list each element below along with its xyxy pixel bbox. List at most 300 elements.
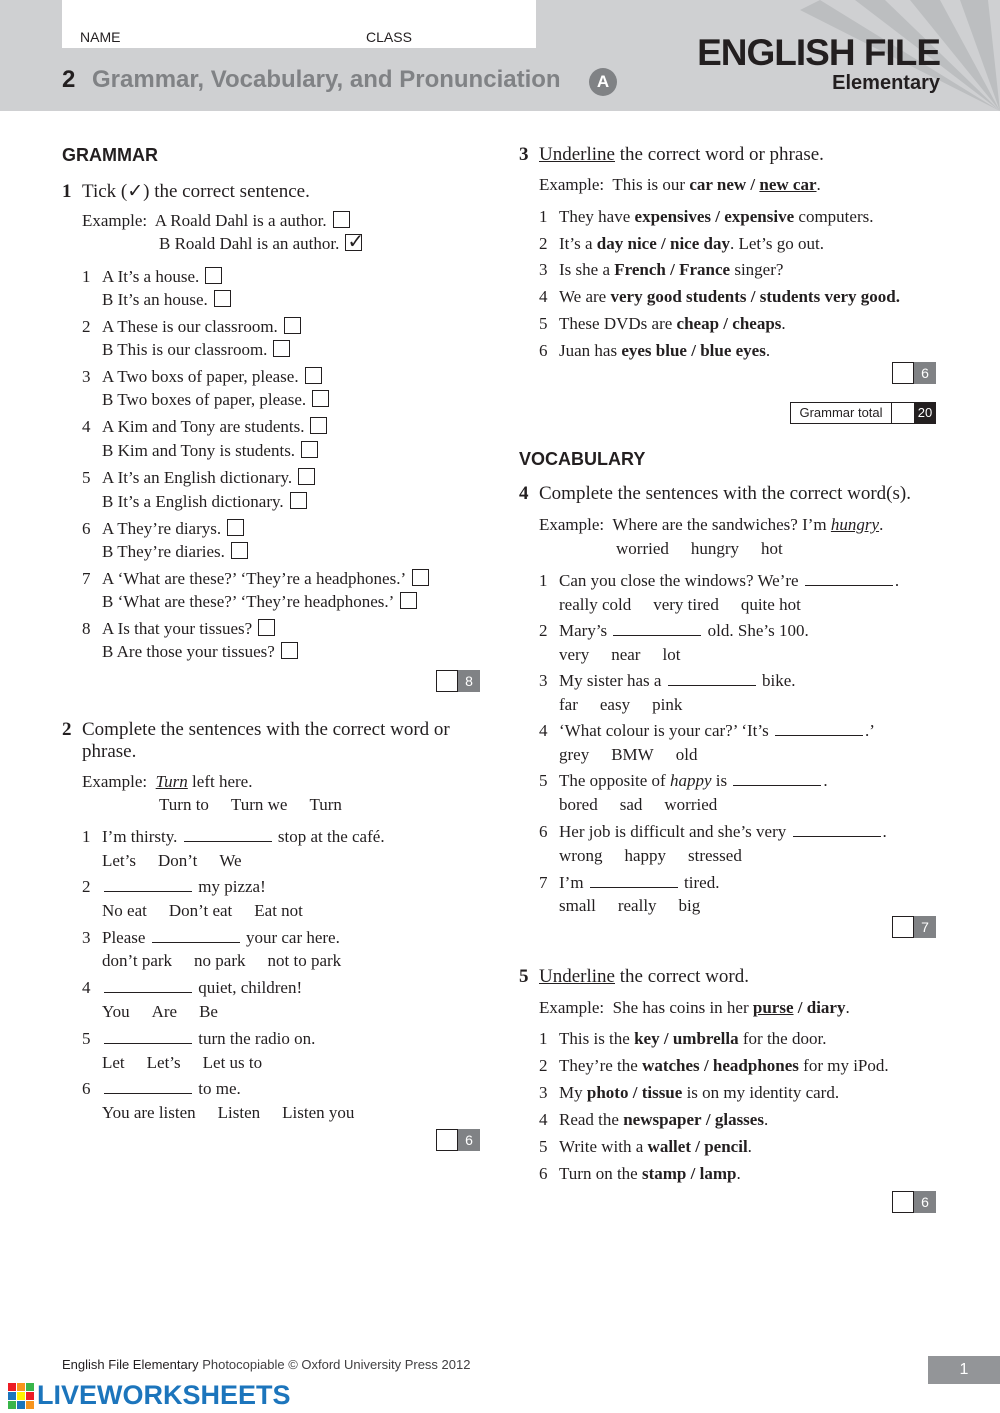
- brand-title: ENGLISH FILE: [697, 32, 940, 73]
- option: happy: [624, 846, 666, 865]
- item-number: 1: [539, 1029, 548, 1048]
- ex3-item-5: 5 These DVDs are cheap / cheaps.: [539, 314, 786, 333]
- sentence-end: .: [781, 314, 786, 333]
- ex4-number: 4: [519, 483, 529, 504]
- answer-blank[interactable]: [590, 873, 678, 888]
- option: very tired: [653, 595, 719, 614]
- option: You: [102, 1002, 130, 1021]
- option: lot: [662, 645, 681, 664]
- option-a: A It’s a house.: [102, 267, 200, 286]
- ex5-item-4: 4 Read the newspaper / glasses.: [539, 1110, 769, 1129]
- option: hot: [761, 539, 783, 558]
- ex1-item-2a: [82, 317, 301, 337]
- choice-b[interactable]: pencil: [704, 1137, 748, 1156]
- sentence-end: singer?: [734, 260, 784, 279]
- example-label: Example:: [539, 175, 605, 194]
- score-max: 6: [914, 362, 936, 384]
- ex1-item-6a: [82, 519, 244, 539]
- example-a-text: A Roald Dahl is a author.: [154, 211, 327, 230]
- sentence-end: .’: [865, 721, 875, 740]
- answer-blank[interactable]: [613, 621, 701, 636]
- ex5-instruction: [519, 966, 749, 988]
- tick-box[interactable]: [284, 317, 301, 334]
- ex4-item-6-options: [559, 846, 764, 866]
- item-number: 1: [82, 267, 91, 286]
- ex1-item-5a: [82, 468, 315, 488]
- option: easy: [599, 695, 631, 714]
- choice-b[interactable]: glasses: [714, 1110, 764, 1129]
- tick-box[interactable]: [205, 267, 222, 284]
- answer-blank[interactable]: [104, 1029, 192, 1044]
- item-number: 7: [82, 569, 91, 588]
- sentence-start: I’m thirsty.: [102, 827, 178, 846]
- score-input[interactable]: [436, 1129, 458, 1151]
- unit-title-text: Grammar, Vocabulary, and Pronunciation: [92, 66, 561, 93]
- tick-box[interactable]: [301, 441, 318, 458]
- option-b: B This is our classroom.: [102, 340, 268, 359]
- grammar-total-max: 20: [914, 402, 936, 424]
- choice-a[interactable]: photo: [586, 1083, 629, 1102]
- item-number: 1: [539, 207, 548, 226]
- ex4-item-7-options: [559, 896, 722, 916]
- option: Are: [151, 1002, 178, 1021]
- choice-a[interactable]: very good students: [610, 287, 747, 306]
- option-b: B Two boxes of paper, please.: [102, 390, 307, 409]
- item-number: 3: [82, 928, 91, 947]
- example-answer: Turn: [155, 772, 188, 791]
- option: Let’s: [102, 851, 136, 870]
- tick-box[interactable]: [281, 642, 298, 659]
- ex4-example: [539, 515, 883, 535]
- item-number: 3: [82, 367, 91, 386]
- ex3-item-6: 6 Juan has eyes blue / blue eyes.: [539, 341, 771, 360]
- example-choice-a-underlined: purse: [752, 998, 794, 1017]
- brand-block: [697, 33, 940, 93]
- sentence-end: computers.: [798, 207, 874, 226]
- item-number: 2: [539, 1056, 548, 1075]
- option: small: [559, 896, 596, 915]
- example-label: Example:: [539, 515, 605, 534]
- ex1-item-8b: [102, 642, 298, 662]
- example-text: She has coins in her: [612, 998, 749, 1017]
- ex2-item-3: [82, 928, 340, 948]
- answer-blank[interactable]: [668, 671, 756, 686]
- sentence-start: Read the: [559, 1110, 619, 1129]
- choice-b[interactable]: umbrella: [672, 1029, 739, 1048]
- choice-b[interactable]: expensive: [724, 207, 795, 226]
- tick-box[interactable]: [290, 492, 307, 509]
- sentence-end: turn the radio on.: [198, 1029, 316, 1048]
- sentence-start: We are: [559, 287, 607, 306]
- option: BMW: [611, 745, 654, 764]
- grammar-total-input[interactable]: [892, 402, 914, 424]
- example-label: Example:: [82, 211, 148, 230]
- sentence-start: These DVDs are: [559, 314, 673, 333]
- tick-box[interactable]: [412, 569, 429, 586]
- sentence-start: This is the: [559, 1029, 630, 1048]
- option-a: A Two boxs of paper, please.: [102, 367, 299, 386]
- version-badge: A: [589, 68, 617, 96]
- option: really cold: [559, 595, 632, 614]
- option: near: [611, 645, 641, 664]
- ex4-item-3: [539, 671, 796, 691]
- ex1-example-a: [82, 211, 350, 231]
- item-number: 8: [82, 619, 91, 638]
- ex4-item-1-options: [559, 595, 823, 615]
- ex4-score-box: [892, 916, 936, 938]
- ex1-item-4a: [82, 417, 327, 437]
- ex4-item-6: [539, 822, 887, 842]
- grammar-total-label: Grammar total: [790, 402, 892, 424]
- sentence-end: .: [736, 1164, 741, 1183]
- ex5-item-1: 1 This is the key / umbrella for the door.: [539, 1029, 827, 1048]
- ex2-number: 2: [62, 719, 72, 740]
- option: grey: [559, 745, 590, 764]
- ex4-item-5-options: [559, 795, 739, 815]
- sentence-end: tired.: [684, 873, 720, 892]
- ex1-score-box: [436, 670, 480, 692]
- ex2-instruction-line2: phrase.: [82, 741, 137, 762]
- item-number: 5: [82, 1029, 91, 1048]
- sentence-end: for my iPod.: [803, 1056, 889, 1075]
- italic-word: happy: [669, 771, 712, 790]
- ex3-instruction-underline: Underline: [539, 144, 615, 165]
- grammar-total-box: [790, 402, 936, 424]
- item-number: 5: [539, 1137, 548, 1156]
- answer-blank[interactable]: [775, 721, 863, 736]
- item-number: 6: [539, 822, 548, 841]
- ex1-instruction-text: Tick (✓) the correct sentence.: [82, 181, 310, 202]
- sentence-end: .: [765, 341, 771, 360]
- option: worried: [616, 539, 669, 558]
- page-number: 1: [928, 1356, 1000, 1384]
- ex5-instruction-underline: Underline: [539, 966, 615, 987]
- choice-b[interactable]: tissue: [641, 1083, 683, 1102]
- ex5-item-5: 5 Write with a wallet / pencil.: [539, 1137, 752, 1156]
- choice-b[interactable]: blue eyes: [700, 341, 766, 360]
- item-number: 2: [539, 621, 548, 640]
- answer-blank[interactable]: [104, 978, 192, 993]
- example-rest: left here.: [192, 772, 253, 791]
- sentence-end: .: [763, 1110, 769, 1129]
- score-max: 6: [914, 1191, 936, 1213]
- choice-b[interactable]: France: [679, 260, 731, 279]
- grammar-heading: GRAMMAR: [62, 145, 158, 165]
- item-number: 4: [82, 978, 91, 997]
- tick-box[interactable]: [214, 290, 231, 307]
- sentence-mid: is: [715, 771, 728, 790]
- ex4-item-4: [539, 721, 875, 741]
- option: no park: [194, 951, 246, 970]
- option-b: B ‘What are these?’ ‘They’re headphones.’: [102, 592, 395, 611]
- ex2-item-4-options: [102, 1002, 240, 1022]
- choice-a[interactable]: cheap: [676, 314, 720, 333]
- ex4-item-3-options: [559, 695, 704, 715]
- tick-box[interactable]: [273, 340, 290, 357]
- sentence-start: The opposite of: [559, 771, 666, 790]
- item-number: 6: [539, 1164, 548, 1183]
- ex5-number: 5: [519, 966, 529, 987]
- score-max: 6: [458, 1129, 480, 1151]
- ex1-instruction: [62, 180, 310, 203]
- choice-a[interactable]: stamp: [641, 1164, 687, 1183]
- score-input[interactable]: [436, 670, 458, 692]
- ex1-item-3a: [82, 367, 322, 387]
- liveworksheets-logo[interactable]: [8, 1380, 291, 1411]
- sentence-start: Can you close the windows? We’re: [559, 571, 799, 590]
- ex5-item-2: 2 They’re the watches / headphones for my iPod.: [539, 1056, 889, 1075]
- choice-a[interactable]: key: [634, 1029, 660, 1048]
- option: pink: [652, 695, 683, 714]
- score-input[interactable]: [892, 362, 914, 384]
- sentence-start: Mary’s: [559, 621, 608, 640]
- item-number: 2: [82, 877, 91, 896]
- ex1-item-2b: [102, 340, 290, 360]
- ex2-example-options: [159, 795, 364, 815]
- sentence-start: Write with a: [559, 1137, 644, 1156]
- tick-box[interactable]: [312, 390, 329, 407]
- option: Be: [199, 1002, 218, 1021]
- answer-blank[interactable]: [184, 827, 272, 842]
- choice-a[interactable]: wallet: [647, 1137, 691, 1156]
- answer-blank[interactable]: [104, 1079, 192, 1094]
- choice-b[interactable]: cheaps: [732, 314, 782, 333]
- example-a-checkbox: [333, 211, 350, 228]
- ex4-instruction-text: Complete the sentences with the correct word(s).: [539, 483, 911, 504]
- footer-copyright: Photocopiable © Oxford University Press 2012: [202, 1357, 471, 1372]
- item-number: 4: [82, 417, 91, 436]
- ex4-item-2: [539, 621, 809, 641]
- ex2-instruction: [62, 719, 450, 763]
- sentence-end: .: [882, 822, 887, 841]
- ex4-item-1: [539, 571, 899, 591]
- tick-box[interactable]: [310, 417, 327, 434]
- option: Let: [102, 1053, 125, 1072]
- ex1-item-7b: [102, 592, 417, 612]
- logo-cube-icon: [8, 1383, 34, 1409]
- ex1-item-1a: [82, 267, 222, 287]
- item-number: 1: [539, 571, 548, 590]
- ex5-instruction-text: the correct word.: [619, 966, 749, 987]
- ex3-number: 3: [519, 144, 529, 165]
- sentence-end: quiet, children!: [198, 978, 303, 997]
- choice-b[interactable]: headphones: [712, 1056, 799, 1075]
- tick-box[interactable]: [400, 592, 417, 609]
- ex2-item-3-options: [102, 951, 363, 971]
- option-b: B It’s a English dictionary.: [102, 492, 284, 511]
- ex5-item-3: 3 My photo / tissue is on my identity card.: [539, 1083, 840, 1102]
- ex4-item-7: [539, 873, 719, 893]
- example-choice-b: diary: [806, 998, 846, 1017]
- sentence-start: My sister has a: [559, 671, 662, 690]
- sentence-start: Please: [102, 928, 146, 947]
- sentence-end: is on my identity card.: [686, 1083, 840, 1102]
- option: hungry: [690, 539, 740, 558]
- ex3-score-box: [892, 362, 936, 384]
- sentence-start: Turn on the: [559, 1164, 638, 1183]
- sentence-start: I’m: [559, 873, 584, 892]
- option: sad: [619, 795, 643, 814]
- option-b: B Kim and Tony is students.: [102, 441, 296, 460]
- tick-box[interactable]: [231, 542, 248, 559]
- page-title: [62, 66, 561, 94]
- sentence-start: ‘What colour is your car?’ ‘It’s: [559, 721, 769, 740]
- item-number: 6: [82, 1079, 91, 1098]
- ex5-example: Example: She has coins in her purse / diary.: [539, 998, 850, 1017]
- choice-a[interactable]: French: [614, 260, 666, 279]
- ex1-item-8a: [82, 619, 275, 639]
- item-number: 1: [82, 827, 91, 846]
- ex2-instruction-line1: Complete the sentences with the correct word or: [82, 719, 450, 740]
- sentence-end: my pizza!: [198, 877, 266, 896]
- item-number: 4: [539, 1110, 548, 1129]
- option: wrong: [559, 846, 603, 865]
- logo-text: LIVEWORKSHEETS: [37, 1380, 291, 1410]
- ex2-item-4: [82, 978, 302, 998]
- option: bored: [559, 795, 598, 814]
- example-text: This is our: [612, 175, 686, 194]
- option-a: A They’re diarys.: [102, 519, 222, 538]
- ex3-instruction-text: the correct word or phrase.: [619, 144, 824, 165]
- ex2-item-5: [82, 1029, 315, 1049]
- sentence-end: . Let’s go out.: [729, 234, 824, 253]
- answer-blank[interactable]: [805, 571, 893, 586]
- ex2-item-5-options: [102, 1053, 284, 1073]
- score-input[interactable]: [892, 1191, 914, 1213]
- score-max: 7: [914, 916, 936, 938]
- sentence-start: Is she a: [559, 260, 610, 279]
- tick-box[interactable]: [298, 468, 315, 485]
- ex4-instruction: [519, 483, 911, 505]
- option: far: [559, 695, 578, 714]
- option: very: [559, 645, 590, 664]
- item-number: 5: [539, 771, 548, 790]
- ex1-item-1b: [102, 290, 231, 310]
- tick-box[interactable]: [305, 367, 322, 384]
- score-input[interactable]: [892, 916, 914, 938]
- item-number: 6: [539, 341, 548, 360]
- answer-blank[interactable]: [152, 928, 240, 943]
- ex2-item-1: [82, 827, 385, 847]
- option-b: B They’re diaries.: [102, 542, 225, 561]
- sentence-end: bike.: [761, 671, 796, 690]
- ex1-example-b: [159, 234, 362, 254]
- item-number: 2: [539, 234, 548, 253]
- example-b-text: B Roald Dahl is an author.: [159, 234, 340, 253]
- option-a: A ‘What are these?’ ‘They’re a headphones.’: [102, 569, 407, 588]
- ex3-item-1: 1 They have expensives / expensive computers.: [539, 207, 874, 226]
- option-b: B Are those your tissues?: [102, 642, 275, 661]
- ex3-item-4: 4 We are very good students / students very good.: [539, 287, 900, 306]
- ex4-item-5: [539, 771, 828, 791]
- example-b-checkbox-ticked: [345, 234, 362, 251]
- item-number: 2: [82, 317, 91, 336]
- choice-a[interactable]: expensives: [634, 207, 712, 226]
- option-a: A These is our classroom.: [102, 317, 278, 336]
- choice-b[interactable]: nice day: [670, 234, 730, 253]
- sentence-start: Her job is difficult and she’s very: [559, 822, 787, 841]
- option: Turn we: [230, 795, 288, 814]
- tick-box[interactable]: [258, 619, 275, 636]
- vocabulary-heading: VOCABULARY: [519, 449, 646, 469]
- example-end: .: [879, 515, 884, 534]
- sentence-start: They have: [559, 207, 631, 226]
- ex2-item-6-options: [102, 1103, 376, 1123]
- ex5-item-6: 6 Turn on the stamp / lamp.: [539, 1164, 741, 1183]
- item-number: 4: [539, 721, 548, 740]
- choice-a[interactable]: day nice: [596, 234, 657, 253]
- ex2-item-6: [82, 1079, 241, 1099]
- option: Eat not: [254, 901, 303, 920]
- sentence-start: They’re the: [559, 1056, 638, 1075]
- option: Turn to: [159, 795, 209, 814]
- item-number: 3: [539, 1083, 548, 1102]
- answer-blank[interactable]: [793, 822, 881, 837]
- sentence-end: to me.: [198, 1079, 241, 1098]
- option: Let us to: [202, 1053, 263, 1072]
- option: Listen: [217, 1103, 261, 1122]
- sentence-end: stop at the café.: [277, 827, 385, 846]
- option: Let’s: [146, 1053, 181, 1072]
- option: big: [678, 896, 701, 915]
- option: We: [219, 851, 242, 870]
- option: not to park: [267, 951, 342, 970]
- sentence-end: for the door.: [742, 1029, 827, 1048]
- item-number: 5: [539, 314, 548, 333]
- name-label: NAME: [80, 29, 121, 45]
- tick-box[interactable]: [227, 519, 244, 536]
- option-a: A Is that your tissues?: [102, 619, 253, 638]
- choice-a[interactable]: eyes blue: [621, 341, 687, 360]
- option: Don’t: [158, 851, 198, 870]
- option: Listen you: [282, 1103, 355, 1122]
- item-number: 5: [82, 468, 91, 487]
- class-label: CLASS: [366, 29, 412, 45]
- option-a: A It’s an English dictionary.: [102, 468, 293, 487]
- option: You are listen: [102, 1103, 196, 1122]
- footer-book-title: English File Elementary: [62, 1357, 199, 1372]
- sentence-start: It’s a: [559, 234, 593, 253]
- example-choice-a: car new: [689, 175, 747, 194]
- brand-level: Elementary: [832, 72, 940, 94]
- ex4-example-options: [616, 539, 805, 559]
- example-label: Example:: [82, 772, 148, 791]
- ex2-item-1-options: [102, 851, 264, 871]
- footer-credit: [62, 1357, 470, 1372]
- unit-number: 2: [62, 66, 76, 93]
- sentence-end: old. She’s 100.: [707, 621, 809, 640]
- ex4-item-2-options: [559, 645, 702, 665]
- example-label: Example:: [539, 998, 605, 1017]
- option: Don’t eat: [168, 901, 233, 920]
- ex1-item-6b: [102, 542, 248, 562]
- choice-b[interactable]: lamp: [699, 1164, 737, 1183]
- option: really: [617, 896, 657, 915]
- sentence-end: .: [747, 1137, 752, 1156]
- option: quite hot: [740, 595, 801, 614]
- choice-a[interactable]: newspaper: [623, 1110, 702, 1129]
- choice-b[interactable]: students very good.: [759, 287, 900, 306]
- ex1-item-5b: [102, 492, 307, 512]
- name-class-box: [62, 0, 536, 48]
- example-answer: hungry: [830, 515, 880, 534]
- answer-blank[interactable]: [733, 771, 821, 786]
- option: Turn: [309, 795, 342, 814]
- answer-blank[interactable]: [104, 877, 192, 892]
- choice-a[interactable]: watches: [642, 1056, 700, 1075]
- option: old: [675, 745, 698, 764]
- item-number: 6: [82, 519, 91, 538]
